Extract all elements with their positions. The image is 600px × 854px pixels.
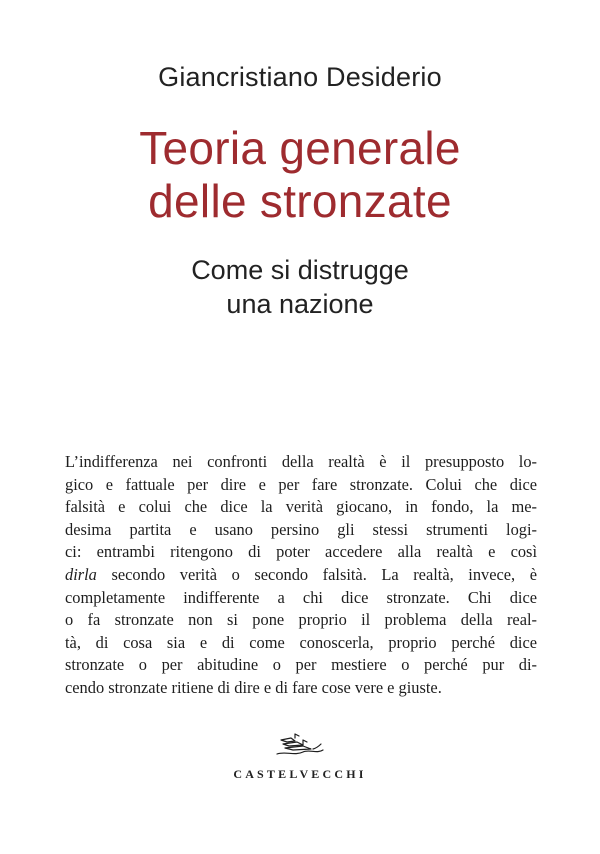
blurb-line: completamente indifferente a chi dice stronzate. Chi dice bbox=[65, 587, 537, 607]
publisher-logo-icon bbox=[273, 732, 327, 760]
blurb-italic-word: dirla bbox=[65, 564, 97, 584]
blurb-line: L’indifferenza nei confronti della realtà è il presupposto lo- bbox=[65, 452, 537, 471]
blurb-text bbox=[65, 451, 537, 700]
blurb-line: o fa stronzate non si pone proprio il problema della real- bbox=[65, 610, 537, 630]
book-title bbox=[0, 122, 600, 228]
author-name: Giancristiano Desiderio bbox=[158, 62, 442, 92]
blurb-line-with-italic bbox=[65, 564, 537, 587]
book-subtitle-line: una nazione bbox=[226, 289, 374, 319]
blurb-line-rest: secondo verità o secondo falsità. La realtà, invece, è bbox=[111, 564, 537, 584]
blurb-line: ci: entrambi ritengono di poter accedere alla realtà e così bbox=[65, 542, 537, 562]
blurb-line: stronzate o per abitudine o per mestiere o perché pur di- bbox=[65, 655, 537, 675]
book-title-line: Teoria generale bbox=[139, 122, 461, 174]
publisher-name: CASTELVECCHI bbox=[233, 767, 367, 781]
book-title-line: delle stronzate bbox=[148, 175, 452, 227]
book-subtitle bbox=[0, 253, 600, 321]
blurb-line: gico e fattuale per dire e per fare stronzate. Colui che dice bbox=[65, 474, 537, 494]
book-subtitle-line: Come si distrugge bbox=[191, 255, 409, 285]
blurb-line: cendo stronzate ritiene di dire e di fare cose vere e giuste. bbox=[65, 677, 442, 697]
blurb-line: falsità e colui che dice la verità giocano, in fondo, la me- bbox=[65, 497, 537, 517]
blurb-line: tà, di cosa sia e di come conoscerla, proprio perché dice bbox=[65, 632, 537, 652]
blurb-line: desima partita e usano persino gli stessi strumenti logi- bbox=[65, 519, 537, 539]
